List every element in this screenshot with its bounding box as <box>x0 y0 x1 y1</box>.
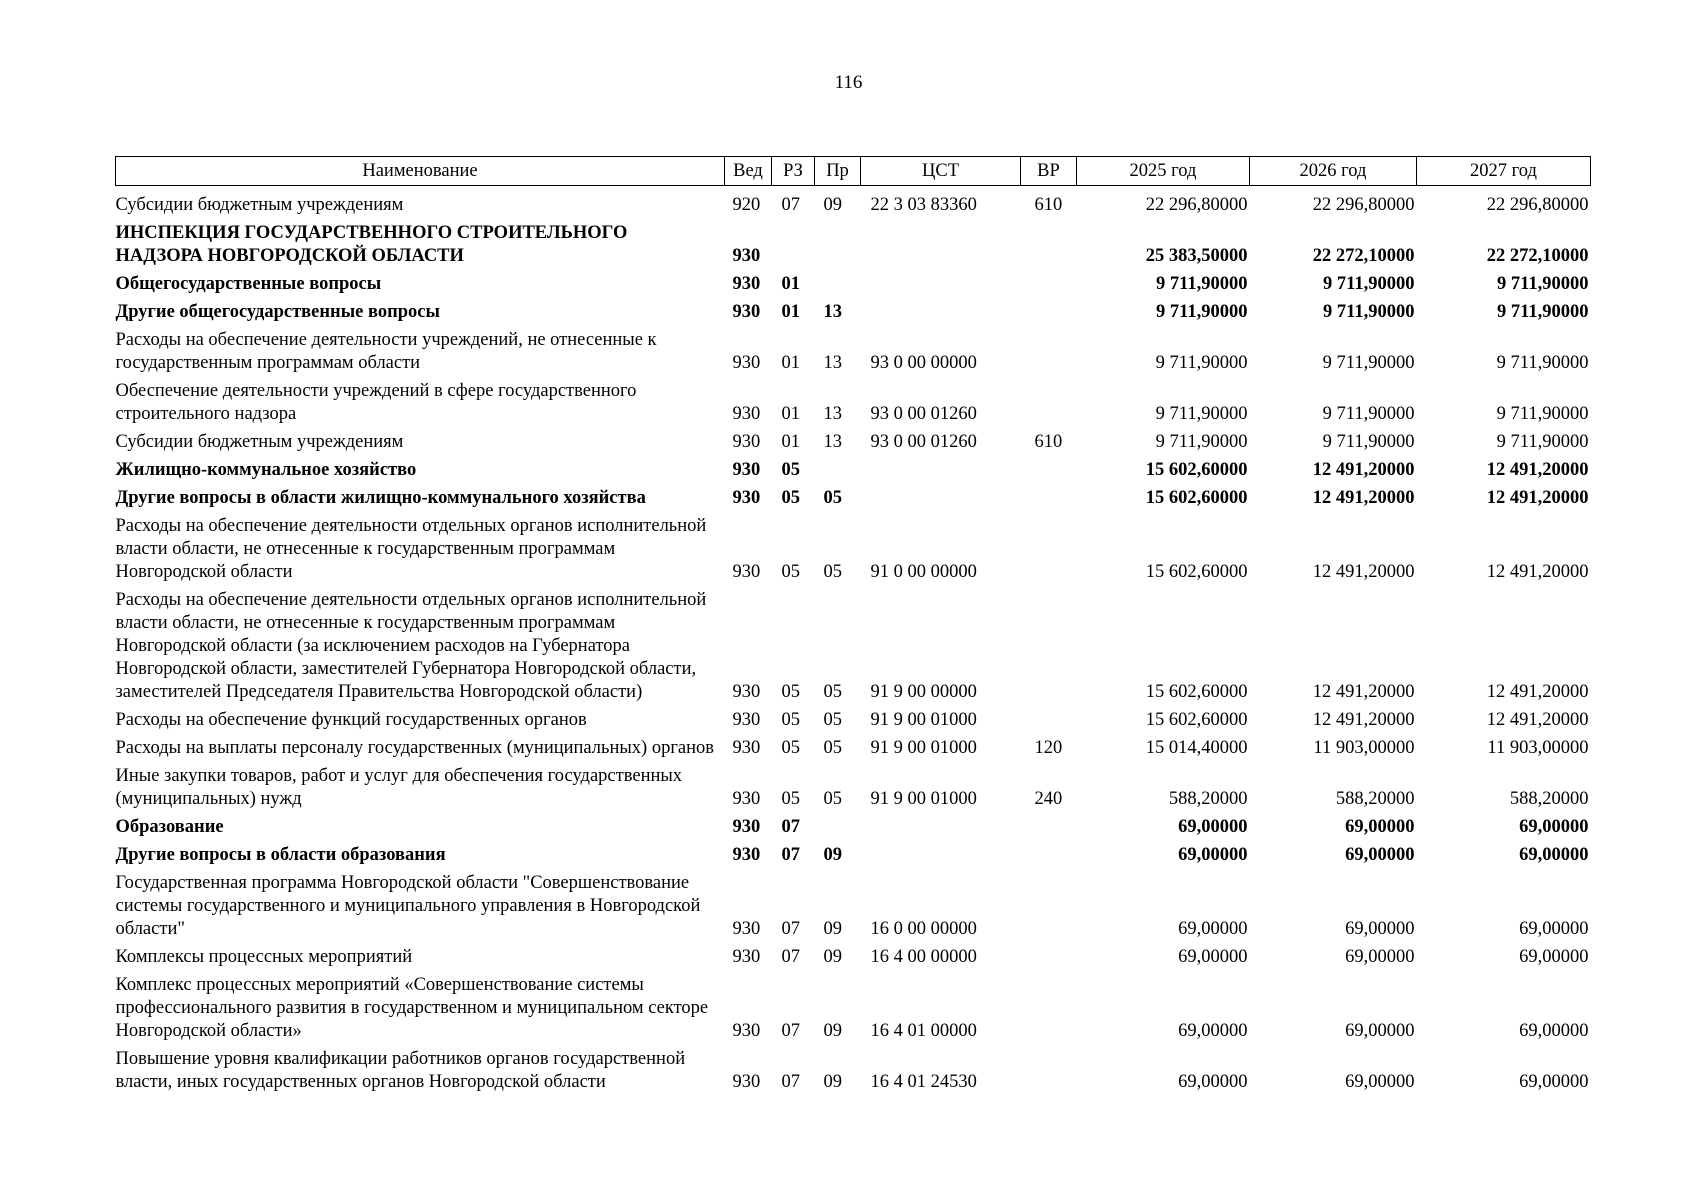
cell-pr <box>815 457 861 485</box>
cell-vr <box>1021 587 1077 707</box>
cell-name: Расходы на обеспечение функций государственных органов <box>115 710 587 730</box>
cell-cst: 93 0 00 01260 <box>870 404 977 424</box>
cell-rz: 07 <box>781 845 800 865</box>
cell-cst <box>861 842 1021 870</box>
cell-2026: 12 491,20000 <box>1312 682 1415 702</box>
cell-cst <box>861 814 1021 842</box>
cell-2025: 15 602,60000 <box>1145 460 1248 480</box>
cell-name: Субсидии бюджетным учреждениям <box>115 195 404 215</box>
header-ved: Вед <box>725 157 772 186</box>
cell-pr: 05 <box>823 562 842 582</box>
cell-name: Повышение уровня квалификации работников органов государственной власти, иных государственных органов Новгородской области <box>115 1049 686 1092</box>
header-2025: 2025 год <box>1077 157 1250 186</box>
cell-2025: 69,00000 <box>1178 817 1248 837</box>
cell-cst: 91 0 00 00000 <box>870 562 977 582</box>
cell-cst: 16 4 01 24530 <box>870 1072 977 1092</box>
cell-2025: 69,00000 <box>1178 919 1248 939</box>
cell-pr: 05 <box>823 738 842 758</box>
cell-ved: 930 <box>732 1021 761 1041</box>
cell-2027: 69,00000 <box>1519 817 1589 837</box>
cell-2027: 588,20000 <box>1509 789 1589 809</box>
cell-cst: 91 9 00 01000 <box>870 710 977 730</box>
cell-vr <box>1021 485 1077 513</box>
header-2027: 2027 год <box>1417 157 1591 186</box>
cell-cst <box>861 220 1021 271</box>
cell-2027: 12 491,20000 <box>1486 710 1589 730</box>
cell-pr: 09 <box>823 195 842 215</box>
table-row <box>116 327 1591 378</box>
header-pr: Пр <box>815 157 861 186</box>
cell-2025: 22 296,80000 <box>1145 195 1248 215</box>
cell-name: Государственная программа Новгородской области "Совершенствование системы государственного и муниципального управления в Новгородской области" <box>115 873 701 939</box>
cell-2027: 12 491,20000 <box>1486 460 1589 480</box>
cell-ved: 930 <box>732 710 761 730</box>
cell-2027: 9 711,90000 <box>1496 432 1589 452</box>
cell-cst: 16 4 00 00000 <box>870 947 977 967</box>
cell-pr: 09 <box>823 1072 842 1092</box>
cell-2027: 9 711,90000 <box>1496 353 1589 373</box>
cell-2026: 22 272,10000 <box>1312 246 1415 266</box>
cell-2025: 9 711,90000 <box>1155 404 1248 424</box>
cell-2026: 12 491,20000 <box>1312 460 1415 480</box>
cell-rz: 05 <box>781 738 800 758</box>
cell-pr <box>815 220 861 271</box>
cell-2025: 9 711,90000 <box>1156 274 1248 294</box>
cell-cst: 93 0 00 00000 <box>870 353 977 373</box>
cell-name: Субсидии бюджетным учреждениям <box>115 432 404 452</box>
cell-rz: 07 <box>781 1072 800 1092</box>
cell-2026: 69,00000 <box>1345 919 1415 939</box>
cell-ved: 930 <box>732 845 761 865</box>
cell-vr <box>1021 327 1077 378</box>
cell-ved: 930 <box>732 682 761 702</box>
cell-2027: 9 711,90000 <box>1497 274 1589 294</box>
cell-vr: 120 <box>1034 738 1063 758</box>
cell-cst <box>861 271 1021 299</box>
table-row <box>116 186 1591 221</box>
cell-2026: 12 491,20000 <box>1312 562 1415 582</box>
cell-ved: 930 <box>732 738 761 758</box>
cell-vr <box>1021 513 1077 587</box>
cell-pr: 09 <box>823 919 842 939</box>
cell-cst: 22 3 03 83360 <box>870 195 977 215</box>
cell-2025: 9 711,90000 <box>1155 432 1248 452</box>
cell-rz: 01 <box>781 404 800 424</box>
cell-rz: 01 <box>781 302 800 322</box>
table-row <box>116 485 1591 513</box>
cell-ved: 930 <box>732 947 761 967</box>
cell-2027: 22 296,80000 <box>1486 195 1589 215</box>
cell-2025: 69,00000 <box>1178 1021 1248 1041</box>
cell-pr: 09 <box>823 1021 842 1041</box>
cell-2025: 69,00000 <box>1178 845 1248 865</box>
cell-ved: 930 <box>732 817 761 837</box>
cell-cst: 91 9 00 00000 <box>870 682 977 702</box>
cell-vr <box>1021 220 1077 271</box>
cell-rz: 07 <box>781 817 800 837</box>
cell-ved: 930 <box>732 274 761 294</box>
cell-ved: 930 <box>732 488 761 508</box>
cell-ved: 930 <box>732 789 761 809</box>
cell-ved: 930 <box>732 302 761 322</box>
cell-cst <box>861 457 1021 485</box>
cell-rz: 01 <box>781 432 800 452</box>
cell-pr: 09 <box>823 947 842 967</box>
header-cst: ЦСТ <box>861 157 1021 186</box>
cell-rz: 05 <box>781 682 800 702</box>
cell-name: Иные закупки товаров, работ и услуг для обеспечения государственных (муниципальных) нужд <box>115 766 683 809</box>
page-number: 116 <box>834 72 863 93</box>
cell-ved: 930 <box>732 919 761 939</box>
cell-ved: 930 <box>732 562 761 582</box>
cell-rz: 05 <box>781 710 800 730</box>
cell-name: Другие вопросы в области жилищно-коммунального хозяйства <box>115 488 646 508</box>
table-row <box>116 944 1591 972</box>
cell-cst: 16 4 01 00000 <box>870 1021 977 1041</box>
cell-2027: 69,00000 <box>1519 845 1589 865</box>
cell-rz: 01 <box>781 353 800 373</box>
cell-2027: 69,00000 <box>1519 1021 1589 1041</box>
cell-name: Расходы на обеспечение деятельности отдельных органов исполнительной власти области, не отнесенные к государственным программам Новгородской области <box>115 516 707 582</box>
cell-2026: 69,00000 <box>1345 947 1415 967</box>
cell-rz: 07 <box>781 919 800 939</box>
cell-2027: 9 711,90000 <box>1496 404 1589 424</box>
cell-2026: 9 711,90000 <box>1322 432 1415 452</box>
cell-pr: 05 <box>823 488 842 508</box>
cell-2027: 22 272,10000 <box>1486 246 1589 266</box>
cell-rz: 07 <box>781 1021 800 1041</box>
cell-vr: 240 <box>1034 789 1063 809</box>
cell-2026: 12 491,20000 <box>1312 488 1415 508</box>
cell-2026: 12 491,20000 <box>1312 710 1415 730</box>
cell-cst <box>861 485 1021 513</box>
cell-2026: 9 711,90000 <box>1322 404 1415 424</box>
cell-vr <box>1021 814 1077 842</box>
cell-2025: 15 602,60000 <box>1145 488 1248 508</box>
cell-2027: 12 491,20000 <box>1486 682 1589 702</box>
cell-pr <box>815 814 861 842</box>
cell-vr <box>1021 944 1077 972</box>
cell-2026: 9 711,90000 <box>1323 274 1415 294</box>
cell-ved: 920 <box>732 195 761 215</box>
cell-2026: 11 903,00000 <box>1313 738 1415 758</box>
cell-vr <box>1021 1046 1077 1097</box>
cell-2026: 9 711,90000 <box>1323 302 1415 322</box>
table-row <box>116 378 1591 429</box>
budget-table <box>115 156 1591 1097</box>
cell-2025: 588,20000 <box>1168 789 1248 809</box>
cell-rz: 05 <box>781 562 800 582</box>
cell-name: ИНСПЕКЦИЯ ГОСУДАРСТВЕННОГО СТРОИТЕЛЬНОГО НАДЗОРА НОВГОРОДСКОЙ ОБЛАСТИ <box>115 223 628 266</box>
cell-2027: 12 491,20000 <box>1486 562 1589 582</box>
cell-ved: 930 <box>732 246 761 266</box>
cell-2027: 11 903,00000 <box>1487 738 1589 758</box>
table-row <box>116 457 1591 485</box>
table-row <box>116 1046 1591 1097</box>
table-row <box>116 870 1591 944</box>
cell-name: Расходы на обеспечение деятельности учреждений, не отнесенные к государственным программам области <box>115 330 657 373</box>
cell-ved: 930 <box>732 353 761 373</box>
cell-name: Комплексы процессных мероприятий <box>115 947 413 967</box>
cell-pr: 13 <box>823 353 842 373</box>
cell-rz: 07 <box>781 195 800 215</box>
cell-pr: 13 <box>823 404 842 424</box>
cell-name: Обеспечение деятельности учреждений в сфере государственного строительного надзора <box>115 381 637 424</box>
cell-cst: 16 0 00 00000 <box>870 919 977 939</box>
cell-pr: 13 <box>823 432 842 452</box>
cell-2027: 12 491,20000 <box>1486 488 1589 508</box>
cell-2025: 69,00000 <box>1178 1072 1248 1092</box>
cell-name: Другие общегосударственные вопросы <box>115 302 440 322</box>
table-row <box>116 842 1591 870</box>
cell-name: Расходы на обеспечение деятельности отдельных органов исполнительной власти области, не отнесенные к государственным программам Новгородской области (за исключением расходов на Губернатора Новгородской области, заместителей Губернатора Новгородской области, заместителей Председателя Правительства Новгородской области) <box>115 590 707 702</box>
cell-cst: 91 9 00 01000 <box>870 789 977 809</box>
cell-ved: 930 <box>732 432 761 452</box>
cell-rz: 05 <box>781 789 800 809</box>
cell-vr <box>1021 870 1077 944</box>
cell-2027: 69,00000 <box>1519 1072 1589 1092</box>
cell-rz: 07 <box>781 947 800 967</box>
cell-vr: 610 <box>1034 432 1063 452</box>
table-row <box>116 763 1591 814</box>
cell-rz: 05 <box>781 488 800 508</box>
cell-vr <box>1021 378 1077 429</box>
cell-ved: 930 <box>732 1072 761 1092</box>
cell-name: Расходы на выплаты персоналу государственных (муниципальных) органов <box>115 738 715 758</box>
cell-name: Жилищно-коммунальное хозяйство <box>115 460 417 480</box>
cell-pr: 05 <box>823 710 842 730</box>
cell-2025: 15 602,60000 <box>1145 710 1248 730</box>
cell-2026: 69,00000 <box>1345 1021 1415 1041</box>
cell-rz: 05 <box>781 460 800 480</box>
cell-2025: 15 602,60000 <box>1145 682 1248 702</box>
cell-2027: 69,00000 <box>1519 919 1589 939</box>
cell-2026: 22 296,80000 <box>1312 195 1415 215</box>
table-row <box>116 707 1591 735</box>
cell-vr <box>1021 707 1077 735</box>
cell-rz <box>772 220 815 271</box>
table-row <box>116 972 1591 1046</box>
cell-name: Общегосударственные вопросы <box>115 274 382 294</box>
table-row <box>116 587 1591 707</box>
table-row <box>116 429 1591 457</box>
cell-cst: 93 0 00 01260 <box>870 432 977 452</box>
cell-cst <box>861 299 1021 327</box>
cell-2025: 15 602,60000 <box>1145 562 1248 582</box>
cell-2026: 9 711,90000 <box>1322 353 1415 373</box>
cell-2025: 15 014,40000 <box>1145 738 1248 758</box>
table-header-row <box>116 157 1591 186</box>
table-row <box>116 513 1591 587</box>
table-row <box>116 735 1591 763</box>
cell-2025: 9 711,90000 <box>1155 353 1248 373</box>
cell-2026: 588,20000 <box>1335 789 1415 809</box>
cell-cst: 91 9 00 01000 <box>870 738 977 758</box>
table-row <box>116 299 1591 327</box>
cell-ved: 930 <box>732 404 761 424</box>
cell-vr: 610 <box>1034 195 1063 215</box>
cell-2025: 25 383,50000 <box>1145 246 1248 266</box>
cell-vr <box>1021 299 1077 327</box>
cell-vr <box>1021 842 1077 870</box>
cell-vr <box>1021 457 1077 485</box>
header-name: Наименование <box>116 157 725 186</box>
cell-rz: 01 <box>781 274 800 294</box>
cell-2025: 9 711,90000 <box>1156 302 1248 322</box>
cell-pr: 13 <box>823 302 842 322</box>
cell-name: Комплекс процессных мероприятий «Совершенствование системы профессионального развития в государственном и муниципальном секторе Новгородской области» <box>115 975 709 1041</box>
cell-2027: 9 711,90000 <box>1497 302 1589 322</box>
table-row <box>116 814 1591 842</box>
cell-pr: 05 <box>823 789 842 809</box>
header-vr: ВР <box>1021 157 1077 186</box>
header-2026: 2026 год <box>1250 157 1417 186</box>
cell-2025: 69,00000 <box>1178 947 1248 967</box>
table-row <box>116 220 1591 271</box>
cell-ved: 930 <box>732 460 761 480</box>
cell-vr <box>1021 271 1077 299</box>
cell-2026: 69,00000 <box>1345 817 1415 837</box>
cell-name: Другие вопросы в области образования <box>115 845 446 865</box>
table-row <box>116 271 1591 299</box>
cell-2027: 69,00000 <box>1519 947 1589 967</box>
cell-2026: 69,00000 <box>1345 1072 1415 1092</box>
cell-pr <box>815 271 861 299</box>
cell-name: Образование <box>115 817 224 837</box>
cell-vr <box>1021 972 1077 1046</box>
header-rz: РЗ <box>772 157 815 186</box>
cell-2026: 69,00000 <box>1345 845 1415 865</box>
cell-pr: 09 <box>823 845 842 865</box>
cell-pr: 05 <box>823 682 842 702</box>
